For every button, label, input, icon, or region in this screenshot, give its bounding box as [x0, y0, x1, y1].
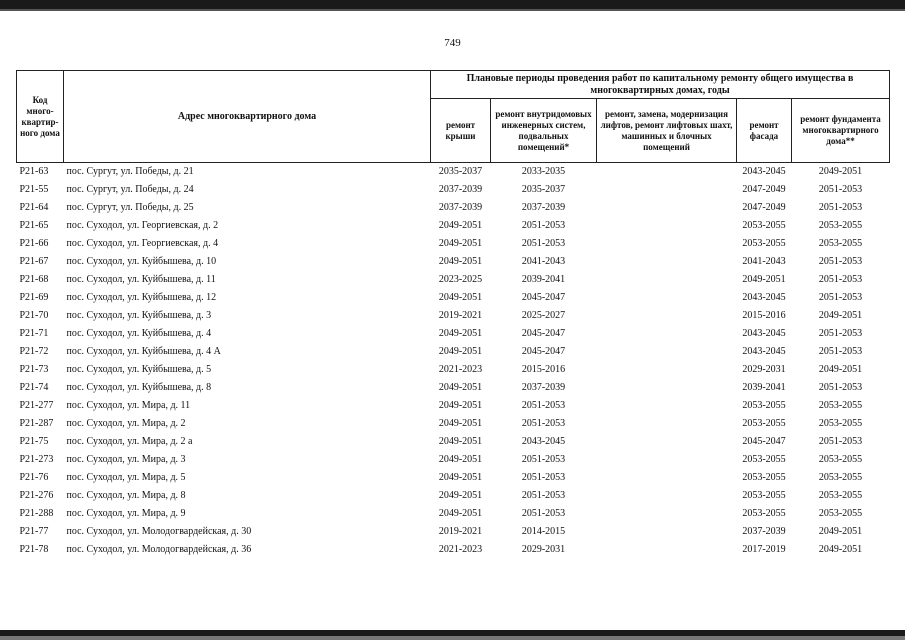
cell-code: Р21-75	[19, 436, 49, 447]
cell-roof: 2049-2051	[438, 418, 483, 429]
cell-roof: 2049-2051	[438, 454, 483, 465]
cell-elevators	[597, 433, 737, 451]
cell-systems: 2029-2031	[521, 544, 566, 555]
cell-facade: 2043-2045	[742, 346, 786, 357]
cell-facade: 2037-2039	[742, 526, 786, 537]
cell-foundation: 2051-2053	[818, 382, 863, 393]
header-roof: ремонт крыши	[431, 99, 491, 163]
header-elevators: ремонт, замена, модернизация лифтов, ремонт лифтовых шахт, машинных и блочных помещений	[597, 99, 737, 163]
scan-top-border-shadow	[0, 9, 905, 11]
table-row	[17, 451, 890, 469]
cell-address: пос. Сургут, ул. Победы, д. 21	[64, 163, 431, 182]
cell-address: пос. Суходол, ул. Куйбышева, д. 4	[66, 328, 212, 339]
cell-systems: 2051-2053	[521, 400, 566, 411]
cell-roof: 2049-2051	[438, 220, 483, 231]
cell-elevators	[597, 271, 737, 289]
header-foundation: ремонт фундамента многоквартирного дома**	[792, 99, 890, 163]
cell-code: Р21-277	[19, 400, 54, 411]
cell-roof: 2019-2021	[438, 310, 483, 321]
cell-code: Р21-63	[17, 163, 64, 182]
cell-elevators	[597, 289, 737, 307]
cell-address: пос. Сургут, ул. Победы, д. 24	[66, 184, 194, 195]
cell-code: Р21-276	[19, 490, 54, 501]
cell-facade: 2053-2055	[742, 220, 786, 231]
cell-systems: 2051-2053	[521, 238, 566, 249]
cell-code: Р21-68	[19, 274, 49, 285]
cell-facade: 2053-2055	[742, 508, 786, 519]
cell-roof: 2021-2023	[438, 544, 483, 555]
cell-roof: 2049-2051	[438, 472, 483, 483]
cell-systems: 2045-2047	[521, 346, 566, 357]
cell-facade: 2047-2049	[742, 184, 786, 195]
cell-address: пос. Суходол, ул. Молодогвардейская, д. 30	[66, 526, 252, 537]
cell-elevators	[597, 343, 737, 361]
table-row	[17, 487, 890, 505]
cell-facade: 2039-2041	[742, 382, 786, 393]
cell-code: Р21-77	[19, 526, 49, 537]
cell-foundation: 2049-2051	[818, 526, 863, 537]
cell-facade: 2043-2045	[742, 292, 786, 303]
cell-roof: 2023-2025	[438, 274, 483, 285]
table-row	[17, 523, 890, 541]
cell-systems: 2051-2053	[521, 508, 566, 519]
cell-roof: 2049-2051	[438, 238, 483, 249]
cell-systems: 2015-2016	[521, 364, 566, 375]
cell-address: пос. Суходол, ул. Георгиевская, д. 4	[66, 238, 219, 249]
cell-systems: 2041-2043	[521, 256, 566, 267]
cell-address: пос. Суходол, ул. Мира, д. 2	[66, 418, 186, 429]
cell-systems: 2043-2045	[521, 436, 566, 447]
cell-elevators	[597, 541, 737, 559]
cell-roof: 2049-2051	[438, 292, 483, 303]
cell-elevators	[597, 397, 737, 415]
cell-code: Р21-74	[19, 382, 49, 393]
cell-systems: 2051-2053	[521, 472, 566, 483]
cell-roof: 2019-2021	[438, 526, 483, 537]
cell-code: Р21-287	[19, 418, 54, 429]
header-row-top	[17, 71, 890, 99]
cell-facade: 2053-2055	[742, 418, 786, 429]
cell-facade: 2053-2055	[742, 472, 786, 483]
header-periods-group: Плановые периоды проведения работ по капитальному ремонту общего имущества в многоквартирных домах, годы	[431, 71, 890, 99]
header-facade: ремонт фасада	[737, 99, 792, 163]
cell-code: Р21-71	[19, 328, 49, 339]
cell-facade: 2041-2043	[742, 256, 786, 267]
cell-elevators	[597, 181, 737, 199]
cell-facade: 2015-2016	[742, 310, 786, 321]
cell-code: Р21-69	[19, 292, 49, 303]
cell-systems: 2045-2047	[521, 292, 566, 303]
cell-foundation: 2053-2055	[818, 220, 863, 231]
cell-facade: 2029-2031	[742, 364, 786, 375]
cell-code: Р21-65	[19, 220, 49, 231]
cell-foundation: 2051-2053	[818, 202, 863, 213]
cell-code: Р21-64	[19, 202, 49, 213]
cell-systems: 2035-2037	[521, 184, 566, 195]
cell-roof: 2049-2051	[438, 400, 483, 411]
cell-foundation: 2053-2055	[818, 454, 863, 465]
cell-systems: 2051-2053	[521, 418, 566, 429]
table-row	[17, 325, 890, 343]
table-row	[17, 289, 890, 307]
table-row	[17, 343, 890, 361]
cell-systems: 2039-2041	[521, 274, 566, 285]
table-row	[17, 415, 890, 433]
cell-foundation: 2051-2053	[818, 274, 863, 285]
cell-roof: 2049-2051	[438, 256, 483, 267]
cell-facade: 2053-2055	[742, 400, 786, 411]
cell-address: пос. Суходол, ул. Мира, д. 3	[66, 454, 186, 465]
cell-systems: 2051-2053	[521, 454, 566, 465]
header-address: Адрес многоквартирного дома	[64, 71, 431, 163]
table-row	[17, 271, 890, 289]
cell-address: пос. Суходол, ул. Куйбышева, д. 3	[66, 310, 212, 321]
cell-elevators	[597, 379, 737, 397]
cell-facade: 2053-2055	[742, 490, 786, 501]
cell-foundation: 2051-2053	[818, 184, 863, 195]
table-body	[17, 163, 890, 560]
cell-code: Р21-67	[19, 256, 49, 267]
cell-address: пос. Суходол, ул. Молодогвардейская, д. 36	[66, 544, 252, 555]
cell-foundation: 2053-2055	[818, 238, 863, 249]
cell-address: пос. Суходол, ул. Мира, д. 5	[66, 472, 186, 483]
cell-elevators	[597, 487, 737, 505]
table-row	[17, 199, 890, 217]
cell-code: Р21-70	[19, 310, 49, 321]
scan-top-border	[0, 0, 905, 9]
cell-foundation: 2051-2053	[818, 256, 863, 267]
cell-code: Р21-72	[19, 346, 49, 357]
cell-facade: 2049-2051	[742, 274, 786, 285]
cell-facade: 2053-2055	[742, 454, 786, 465]
cell-roof: 2049-2051	[438, 328, 483, 339]
cell-roof: 2037-2039	[438, 184, 483, 195]
cell-code: Р21-55	[19, 184, 49, 195]
table-row	[17, 361, 890, 379]
capital-repair-table	[16, 70, 890, 559]
cell-facade: 2053-2055	[742, 238, 786, 249]
cell-foundation: 2049-2051	[792, 163, 890, 182]
cell-foundation: 2051-2053	[818, 328, 863, 339]
cell-systems: 2025-2027	[521, 310, 566, 321]
cell-foundation: 2053-2055	[818, 400, 863, 411]
scan-bottom-border-shadow	[0, 636, 905, 640]
cell-elevators	[597, 307, 737, 325]
cell-foundation: 2049-2051	[818, 310, 863, 321]
cell-roof: 2035-2037	[431, 163, 491, 182]
cell-systems: 2051-2053	[521, 490, 566, 501]
cell-elevators	[597, 415, 737, 433]
cell-foundation: 2053-2055	[818, 508, 863, 519]
cell-address: пос. Суходол, ул. Куйбышева, д. 8	[66, 382, 212, 393]
cell-roof: 2049-2051	[438, 490, 483, 501]
cell-systems: 2037-2039	[521, 202, 566, 213]
cell-address: пос. Суходол, ул. Куйбышева, д. 12	[66, 292, 217, 303]
table-row	[17, 541, 890, 559]
cell-elevators	[597, 451, 737, 469]
page-number: 749	[444, 37, 461, 49]
cell-foundation: 2051-2053	[818, 436, 863, 447]
cell-roof: 2021-2023	[438, 364, 483, 375]
cell-foundation: 2053-2055	[818, 490, 863, 501]
cell-address: пос. Суходол, ул. Георгиевская, д. 2	[66, 220, 219, 231]
cell-systems: 2045-2047	[521, 328, 566, 339]
cell-facade: 2045-2047	[742, 436, 786, 447]
cell-roof: 2049-2051	[438, 346, 483, 357]
cell-elevators	[597, 163, 737, 182]
cell-address: пос. Суходол, ул. Мира, д. 2 а	[66, 436, 193, 447]
table-row	[17, 235, 890, 253]
cell-foundation: 2053-2055	[818, 472, 863, 483]
cell-foundation: 2053-2055	[818, 418, 863, 429]
cell-address: пос. Суходол, ул. Куйбышева, д. 5	[66, 364, 212, 375]
cell-facade: 2043-2045	[742, 328, 786, 339]
cell-facade: 2017-2019	[742, 544, 786, 555]
cell-address: пос. Суходол, ул. Куйбышева, д. 10	[66, 256, 217, 267]
cell-code: Р21-78	[19, 544, 49, 555]
cell-code: Р21-273	[19, 454, 54, 465]
cell-foundation: 2049-2051	[818, 364, 863, 375]
cell-code: Р21-66	[19, 238, 49, 249]
cell-address: пос. Суходол, ул. Куйбышева, д. 11	[66, 274, 216, 285]
cell-code: Р21-76	[19, 472, 49, 483]
cell-elevators	[597, 253, 737, 271]
cell-elevators	[597, 217, 737, 235]
cell-elevators	[597, 523, 737, 541]
table-row	[17, 379, 890, 397]
table-row	[17, 307, 890, 325]
cell-elevators	[597, 325, 737, 343]
header-systems: ремонт внутридомовых инженерных систем, подвальных помещений*	[491, 99, 597, 163]
cell-address: пос. Сургут, ул. Победы, д. 25	[66, 202, 194, 213]
cell-foundation: 2051-2053	[818, 346, 863, 357]
cell-systems: 2033-2035	[491, 163, 597, 182]
table-row	[17, 397, 890, 415]
table-row	[17, 469, 890, 487]
cell-elevators	[597, 199, 737, 217]
cell-systems: 2051-2053	[521, 220, 566, 231]
cell-elevators	[597, 235, 737, 253]
cell-elevators	[597, 361, 737, 379]
table-row	[17, 433, 890, 451]
cell-address: пос. Суходол, ул. Мира, д. 8	[66, 490, 186, 501]
cell-systems: 2014-2015	[521, 526, 566, 537]
cell-code: Р21-288	[19, 508, 54, 519]
cell-roof: 2049-2051	[438, 508, 483, 519]
cell-foundation: 2051-2053	[818, 292, 863, 303]
cell-systems: 2037-2039	[521, 382, 566, 393]
table-row	[17, 505, 890, 523]
cell-code: Р21-73	[19, 364, 49, 375]
cell-elevators	[597, 505, 737, 523]
cell-facade: 2047-2049	[742, 202, 786, 213]
header-code: Код много-квартир-ного дома	[17, 71, 64, 163]
cell-roof: 2049-2051	[438, 436, 483, 447]
table-row	[17, 217, 890, 235]
cell-roof: 2037-2039	[438, 202, 483, 213]
cell-address: пос. Суходол, ул. Мира, д. 11	[66, 400, 191, 411]
cell-roof: 2049-2051	[438, 382, 483, 393]
table-row	[17, 163, 890, 182]
table-row	[17, 253, 890, 271]
cell-elevators	[597, 469, 737, 487]
table-row	[17, 181, 890, 199]
cell-address: пос. Суходол, ул. Куйбышева, д. 4 А	[66, 346, 221, 357]
cell-foundation: 2049-2051	[818, 544, 863, 555]
cell-facade: 2043-2045	[737, 163, 792, 182]
cell-address: пос. Суходол, ул. Мира, д. 9	[66, 508, 186, 519]
